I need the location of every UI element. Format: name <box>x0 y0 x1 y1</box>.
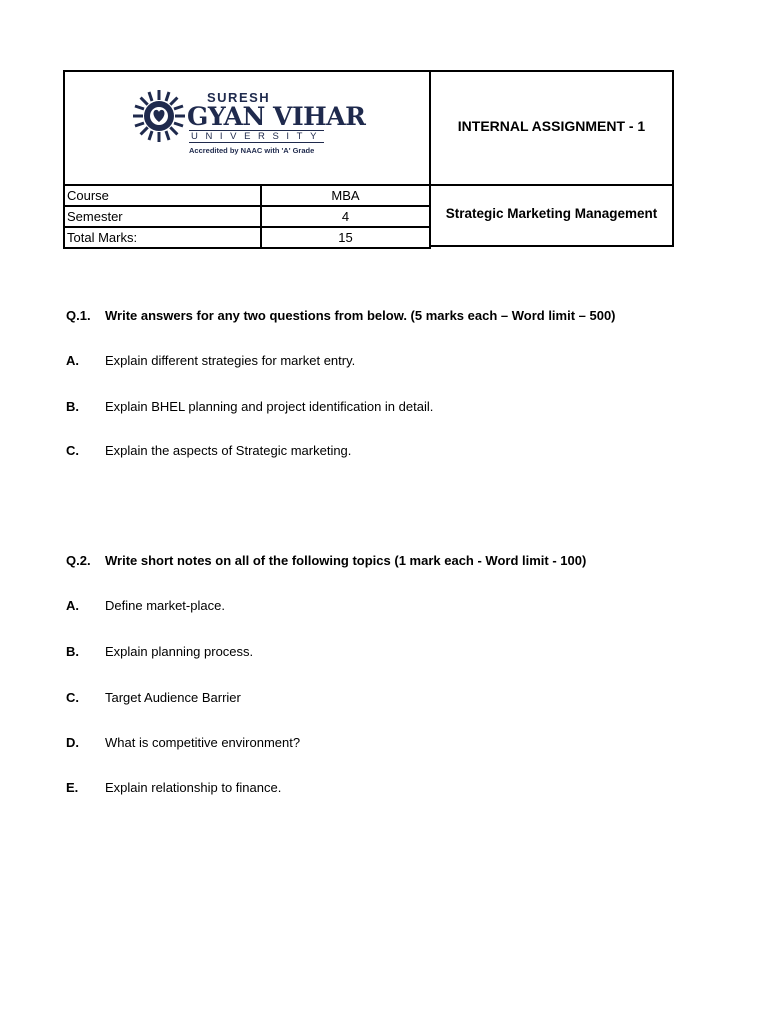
semester-row <box>63 205 431 228</box>
university-logo <box>131 88 366 160</box>
item-letter: C. <box>66 443 79 458</box>
question-2-number: Q.2. <box>66 553 91 568</box>
semester-value: 4 <box>260 205 431 228</box>
question-1-text: Write answers for any two questions from below. (5 marks each – Word limit – 500) <box>105 308 616 323</box>
item-text: Explain BHEL planning and project identification in detail. <box>105 399 434 414</box>
logo-line-gyan-vihar: GYAN VIHAR <box>187 102 366 131</box>
item-letter: C. <box>66 690 79 705</box>
assignment-title-cell <box>429 70 674 186</box>
semester-label: Semester <box>63 205 262 228</box>
item-letter: E. <box>66 780 79 795</box>
item-text: Explain different strategies for market entry. <box>105 353 356 368</box>
total-marks-row <box>63 226 431 249</box>
header-table <box>63 70 674 247</box>
question-1-number: Q.1. <box>66 308 91 323</box>
course-value: MBA <box>260 184 431 207</box>
logo-cell <box>63 70 431 186</box>
item-text: What is competitive environment? <box>105 735 301 750</box>
item-letter: A. <box>66 598 79 613</box>
university-emblem-icon <box>131 88 187 144</box>
question-2-text: Write short notes on all of the following topics (1 mark each - Word limit - 100) <box>105 553 587 568</box>
item-letter: B. <box>66 399 79 414</box>
total-marks-value: 15 <box>260 226 431 249</box>
item-text: Define market-place. <box>105 598 225 613</box>
item-text: Target Audience Barrier <box>105 690 241 705</box>
logo-accreditation: Accredited by NAAC with 'A' Grade <box>189 146 315 155</box>
item-letter: A. <box>66 353 79 368</box>
subject-title: Strategic Marketing Management <box>445 206 658 221</box>
logo-line-suresh: SURESH <box>207 90 271 105</box>
item-letter: B. <box>66 644 79 659</box>
item-text: Explain planning process. <box>105 644 254 659</box>
assignment-title: INTERNAL ASSIGNMENT - 1 <box>457 118 646 134</box>
logo-line-university: UNIVERSITY <box>191 131 325 142</box>
item-text: Explain relationship to finance. <box>105 780 282 795</box>
total-marks-label: Total Marks: <box>63 226 262 249</box>
course-row <box>63 184 431 207</box>
item-letter: D. <box>66 735 79 750</box>
subject-cell <box>429 184 674 247</box>
item-text: Explain the aspects of Strategic marketing. <box>105 443 352 458</box>
course-label: Course <box>63 184 262 207</box>
